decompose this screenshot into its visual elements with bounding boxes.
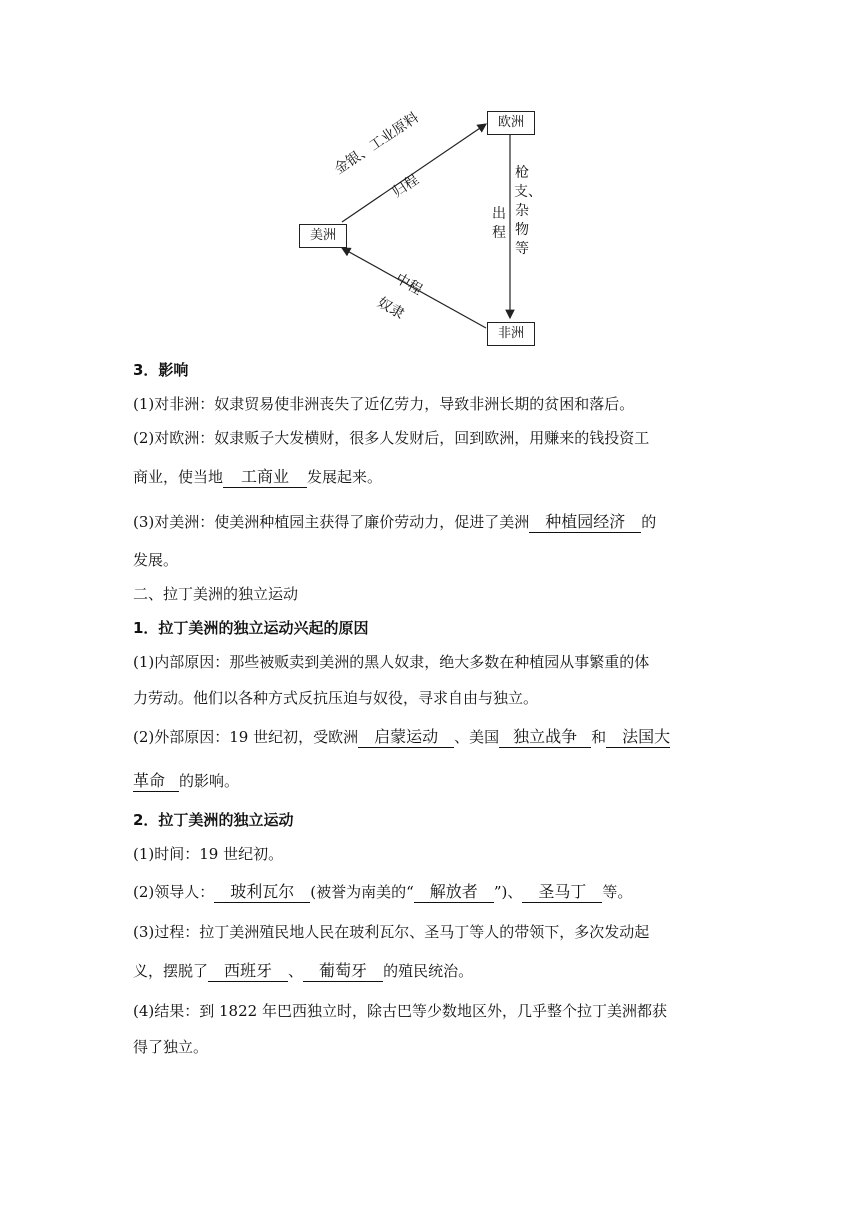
- outbound-stage-label: 出程: [492, 206, 506, 241]
- text: 发展起来。: [307, 468, 383, 486]
- node-europe: 欧洲: [487, 111, 535, 135]
- answer-blank: 革命: [133, 771, 179, 792]
- impact-europe-1: (2)对欧洲：奴隶贩子大发横财，很多人发财后，回到欧洲，用赚来的钱投资工: [133, 429, 650, 447]
- impact-america-2: 发展。: [133, 551, 179, 569]
- text: 等。: [602, 883, 633, 901]
- answer-blank: 解放者: [414, 882, 494, 903]
- answer-blank: 法国大: [606, 727, 670, 748]
- text: 、: [288, 962, 304, 980]
- external-cause-2: [133, 771, 239, 792]
- return-cargo-label: 金银、工业原料: [331, 109, 422, 178]
- node-africa: 非洲: [487, 322, 535, 346]
- text: (3)对美洲：使美洲种植园主获得了廉价劳动力，促进了美洲: [133, 513, 530, 531]
- text: 的殖民统治。: [383, 962, 474, 980]
- answer-blank: 玻利瓦尔: [214, 882, 310, 903]
- answer-blank: 独立战争: [499, 727, 591, 748]
- external-cause-1: [133, 727, 670, 748]
- internal-cause-2: 力劳动。他们以各种方式反抗压迫与奴役，寻求自由与独立。: [133, 689, 539, 707]
- middle-cargo-label: 奴隶: [374, 294, 407, 323]
- section2-heading: 二、拉丁美洲的独立运动: [133, 585, 299, 603]
- process-line-1: (3)过程：拉丁美洲殖民地人民在玻利瓦尔、圣马丁等人的带领下，多次发动起: [133, 923, 650, 941]
- answer-blank: 西班牙: [208, 961, 288, 982]
- text: (2)外部原因：19 世纪初，受欧洲: [133, 728, 359, 746]
- answer-blank: 工商业: [223, 467, 307, 488]
- text: 、美国: [454, 728, 500, 746]
- leader-line: [133, 882, 632, 903]
- text: 义，摆脱了: [133, 962, 209, 980]
- text: ”)、: [493, 883, 523, 901]
- answer-blank: 葡萄牙: [303, 961, 383, 982]
- impact-africa: (1)对非洲：奴隶贸易使非洲丧失了近亿劳力，导致非洲长期的贫困和落后。: [133, 395, 635, 413]
- text: 的: [641, 513, 657, 531]
- section2-sub1: 1．拉丁美洲的独立运动兴起的原因: [133, 619, 369, 637]
- triangle-trade-diagram: [290, 100, 550, 350]
- return-stage-label: 归程: [389, 171, 422, 201]
- answer-blank: 圣马丁: [522, 882, 602, 903]
- text: 的影响。: [179, 772, 240, 790]
- text: 商业，使当地: [133, 468, 224, 486]
- text: (2)领导人：: [133, 883, 215, 901]
- impact-heading: 3．影响: [133, 361, 189, 379]
- process-line-2: [133, 961, 473, 982]
- outbound-cargo-label: 枪支、杂物等: [514, 165, 542, 257]
- text: (被誉为南美的“: [310, 883, 414, 901]
- middle-stage-label: 中程: [392, 270, 425, 299]
- text: 和: [591, 728, 607, 746]
- internal-cause-1: (1)内部原因：那些被贩卖到美洲的黑人奴隶，绝大多数在种植园从事繁重的体: [133, 653, 650, 671]
- result-line-2: 得了独立。: [133, 1038, 209, 1056]
- impact-europe-2: [133, 467, 382, 488]
- section2-sub2: 2．拉丁美洲的独立运动: [133, 811, 294, 829]
- result-line-1: (4)结果：到 1822 年巴西独立时，除古巴等少数地区外，几乎整个拉丁美洲都获: [133, 1002, 667, 1020]
- answer-blank: 种植园经济: [529, 512, 641, 533]
- time-line: (1)时间：19 世纪初。: [133, 845, 284, 863]
- answer-blank: 启蒙运动: [358, 727, 454, 748]
- impact-america-1: [133, 512, 656, 533]
- node-america: 美洲: [299, 224, 347, 248]
